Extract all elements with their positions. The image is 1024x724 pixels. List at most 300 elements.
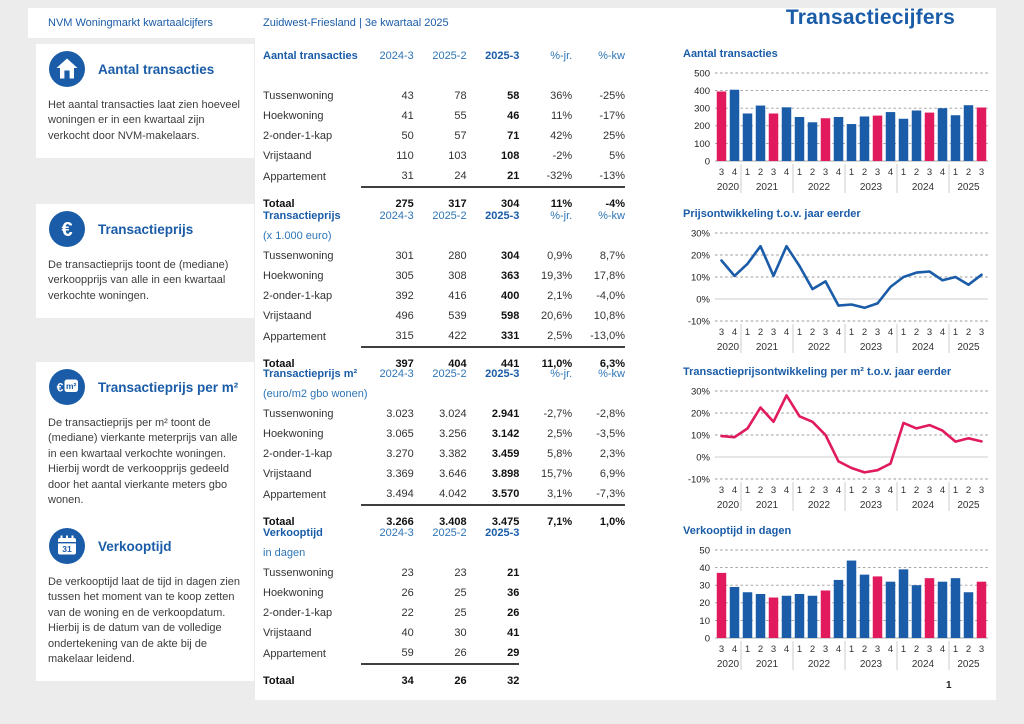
svg-text:2025: 2025: [957, 342, 980, 353]
cell-value: 3.646: [439, 468, 467, 480]
section-title: Transactieprijs: [98, 221, 194, 237]
section-text-card: [36, 362, 254, 522]
cell-value: 317: [414, 187, 467, 214]
svg-text:4: 4: [783, 644, 790, 655]
bar: [730, 587, 740, 638]
svg-text:1: 1: [952, 327, 959, 338]
cell-value: -7,3%: [596, 488, 625, 500]
section-chart: [683, 206, 995, 363]
svg-text:2: 2: [809, 167, 816, 178]
svg-text:1: 1: [900, 485, 907, 496]
cell-value: 23: [454, 567, 467, 579]
svg-text:50: 50: [699, 545, 710, 557]
table-header-row: [263, 206, 625, 226]
section-description: De verkooptijd laat de tijd in dagen zien tussen het moment van te koop zetten van de woning en de verkoopdatum. Hierbij is de datum van de volledige ondertekening van de akte bij de makelaar leidend.: [48, 576, 241, 665]
report-name: NVM Woningmarkt kwartaalcijfers: [48, 17, 213, 29]
euro-icon: [48, 210, 86, 248]
bar: [977, 582, 987, 638]
cell-value: 280: [448, 250, 467, 262]
svg-text:3: 3: [770, 327, 777, 338]
cell-value: 40: [401, 627, 414, 639]
bar: [886, 112, 896, 161]
cell-value: -13%: [599, 170, 625, 182]
cell-value: 21: [507, 170, 520, 182]
data-table: [263, 364, 625, 532]
table-row: [263, 146, 625, 166]
chart-canvas: [683, 225, 995, 363]
cell-value: 34: [361, 664, 414, 691]
bar: [821, 118, 831, 161]
cell-value: 0,9%: [547, 250, 573, 262]
bar: [834, 580, 844, 638]
cell-value: 25: [454, 607, 467, 619]
bar: [808, 122, 818, 161]
section-text-card: [36, 521, 254, 681]
svg-text:2021: 2021: [755, 182, 779, 193]
bar: [912, 585, 922, 638]
svg-text:1: 1: [796, 644, 803, 655]
svg-text:4: 4: [939, 485, 946, 496]
svg-text:1: 1: [796, 327, 803, 338]
svg-text:3: 3: [874, 485, 881, 496]
column-header: 2025-2: [432, 368, 467, 380]
svg-text:2: 2: [965, 327, 972, 338]
svg-text:4: 4: [731, 485, 738, 496]
table-subtitle: (euro/m2 gbo wonen): [263, 388, 368, 400]
svg-text:2: 2: [965, 485, 972, 496]
svg-text:4: 4: [731, 167, 738, 178]
cell-value: 2,5%: [547, 330, 573, 342]
bar-chart: [683, 542, 995, 680]
svg-text:3: 3: [770, 644, 777, 655]
svg-text:2020: 2020: [716, 659, 740, 670]
cell-value: 59: [401, 647, 414, 659]
section-description: Het aantal transacties laat zien hoeveel woningen er in een kwartaal zijn verkocht door NVM-makelaars.: [48, 99, 241, 142]
cell-value: 10,8%: [593, 310, 625, 322]
house-icon: [48, 50, 86, 88]
column-header: 2024-3: [379, 210, 414, 222]
section-text-card: [36, 44, 254, 158]
cell-value: 50: [401, 130, 414, 142]
cell-value: 539: [448, 310, 467, 322]
bar: [860, 575, 870, 638]
row-label: Totaal: [263, 516, 295, 528]
svg-text:2: 2: [757, 644, 764, 655]
cell-value: 71: [507, 130, 520, 142]
svg-text:-10%: -10%: [687, 474, 710, 486]
cell-value: 3.024: [439, 408, 467, 420]
cell-value: 41: [507, 627, 520, 639]
svg-text:4: 4: [887, 327, 894, 338]
cell-value: 78: [454, 90, 467, 102]
cell-value: 305: [395, 270, 414, 282]
cell-value: 26: [507, 607, 520, 619]
svg-text:3: 3: [718, 167, 725, 178]
section-verkooptijd: [0, 521, 1024, 687]
row-label: 2-onder-1-kap: [263, 290, 333, 302]
svg-text:3: 3: [926, 167, 933, 178]
cell-value: 397: [361, 347, 414, 374]
svg-text:2: 2: [757, 327, 764, 338]
cell-value: 3.256: [439, 428, 467, 440]
svg-text:3: 3: [874, 644, 881, 655]
svg-text:4: 4: [783, 327, 790, 338]
svg-text:4: 4: [887, 485, 894, 496]
cell-value: 422: [448, 330, 467, 342]
section-title: Transactieprijs per m²: [98, 379, 239, 395]
section-icon-row: [48, 527, 248, 565]
svg-text:3: 3: [718, 485, 725, 496]
cell-value: 103: [448, 150, 467, 162]
svg-text:3: 3: [978, 644, 985, 655]
cell-value: 441: [467, 347, 520, 374]
cell-value: 19,3%: [540, 270, 573, 282]
row-label: Appartement: [263, 170, 326, 183]
chart-title: Transactieprijsontwikkeling per m² t.o.v. jaar eerder: [683, 366, 952, 378]
chart-canvas: [683, 383, 995, 521]
table-row: [263, 464, 625, 484]
svg-text:4: 4: [731, 644, 738, 655]
cell-value: 400: [501, 290, 520, 302]
cell-value: 8,7%: [599, 250, 625, 262]
svg-text:10%: 10%: [690, 272, 710, 284]
cell-value: -3,5%: [596, 428, 625, 440]
cell-value: -2,8%: [596, 408, 625, 420]
table-row: [263, 126, 625, 146]
bar: [873, 576, 883, 638]
line-chart: [683, 225, 995, 363]
svg-text:4: 4: [731, 327, 738, 338]
svg-text:2: 2: [757, 167, 764, 178]
svg-text:3: 3: [822, 644, 829, 655]
bar: [899, 569, 909, 638]
svg-text:4: 4: [783, 167, 790, 178]
svg-text:2022: 2022: [807, 182, 831, 193]
svg-text:30%: 30%: [690, 228, 710, 240]
bar: [769, 113, 779, 161]
cell-value: 2,1%: [547, 290, 573, 302]
row-label: Totaal: [263, 675, 295, 687]
svg-text:2: 2: [861, 485, 868, 496]
cell-value: 15,7%: [540, 468, 573, 480]
svg-text:100: 100: [694, 138, 710, 150]
column-header: %-jr.: [550, 50, 573, 62]
cell-value: 36%: [550, 90, 573, 102]
section-icon-row: [48, 368, 248, 406]
svg-text:3: 3: [770, 167, 777, 178]
cell-value: 22: [401, 607, 414, 619]
table-title: Transactieprijs m²: [263, 368, 358, 380]
column-header: 2025-2: [432, 527, 467, 539]
svg-text:3: 3: [874, 327, 881, 338]
column-header: %-kw: [598, 50, 625, 62]
svg-text:20: 20: [699, 598, 710, 610]
table-row: [263, 623, 519, 643]
table-subtitle-row: [263, 226, 625, 246]
cell-value: -2,7%: [543, 408, 573, 420]
svg-text:4: 4: [887, 644, 894, 655]
svg-text:1: 1: [900, 167, 907, 178]
bar: [912, 110, 922, 161]
row-label: Hoekwoning: [263, 428, 324, 440]
cell-value: -13,0%: [590, 330, 625, 342]
table-row: [263, 563, 519, 583]
svg-text:4: 4: [835, 644, 842, 655]
svg-text:2020: 2020: [716, 500, 740, 511]
bar: [951, 115, 961, 161]
section-icon-row: [48, 210, 248, 248]
svg-text:3: 3: [978, 167, 985, 178]
cell-value: 3.408: [414, 505, 467, 532]
page-number: 1: [946, 680, 952, 691]
cell-value: -32%: [546, 170, 573, 182]
svg-text:2: 2: [965, 167, 972, 178]
svg-text:3: 3: [978, 485, 985, 496]
cell-value: 315: [395, 330, 414, 342]
svg-text:4: 4: [835, 485, 842, 496]
table-subtitle: in dagen: [263, 547, 306, 559]
table-row: [263, 484, 625, 505]
cell-value: 11%: [550, 110, 573, 122]
bar: [951, 578, 961, 638]
svg-text:200: 200: [694, 121, 710, 133]
svg-text:-10%: -10%: [687, 316, 710, 328]
cell-value: 32: [467, 664, 520, 691]
row-label: Appartement: [263, 330, 326, 343]
section-aantal-transacties: [0, 44, 1024, 210]
chart-title: Prijsontwikkeling t.o.v. jaar eerder: [683, 208, 861, 220]
table-header-row: [263, 523, 519, 543]
cell-value: 23: [401, 567, 414, 579]
svg-text:1: 1: [796, 167, 803, 178]
row-label: Totaal: [263, 358, 295, 370]
row-label: Tussenwoning: [263, 90, 334, 102]
row-label: 2-onder-1-kap: [263, 130, 333, 142]
table-row: [263, 86, 625, 106]
bar: [743, 113, 753, 161]
svg-text:2023: 2023: [859, 342, 883, 353]
cell-value: 5,8%: [547, 448, 573, 460]
table-row: [263, 306, 625, 326]
svg-text:1: 1: [952, 644, 959, 655]
cell-value: 3.494: [386, 488, 414, 500]
bar: [899, 119, 909, 161]
row-label: Vrijstaand: [263, 150, 312, 162]
svg-text:1: 1: [952, 485, 959, 496]
cell-value: 598: [501, 310, 520, 322]
row-label: Vrijstaand: [263, 627, 312, 639]
bar: [834, 117, 844, 161]
table-row: [263, 424, 625, 444]
table-spacer-row: [263, 66, 625, 86]
cell-value: 24: [454, 170, 467, 182]
cell-value: 304: [501, 250, 520, 262]
svg-text:€: €: [56, 380, 64, 395]
column-header: %-kw: [598, 210, 625, 222]
bar: [769, 598, 779, 638]
bar: [808, 596, 818, 638]
cell-value: 392: [395, 290, 414, 302]
chart-title: Verkooptijd in dagen: [683, 525, 792, 537]
svg-text:2022: 2022: [807, 342, 831, 353]
svg-text:1: 1: [952, 167, 959, 178]
svg-text:0%: 0%: [696, 294, 710, 306]
cell-value: 308: [448, 270, 467, 282]
column-header: 2024-3: [379, 50, 414, 62]
svg-text:1: 1: [744, 644, 751, 655]
cell-value: 25%: [602, 130, 625, 142]
cell-value: 31: [401, 170, 414, 182]
svg-text:2024: 2024: [911, 342, 935, 353]
cell-value: 331: [501, 330, 520, 342]
svg-text:3: 3: [718, 644, 725, 655]
section-description: De transactieprijs toont de (mediane) verkoopprijs van alle in een kwartaal verkochte woningen.: [48, 259, 229, 302]
row-label: Appartement: [263, 647, 326, 660]
row-label: Tussenwoning: [263, 408, 334, 420]
svg-text:300: 300: [694, 103, 710, 115]
svg-text:2: 2: [809, 327, 816, 338]
bar: [977, 107, 987, 161]
total-row: [263, 664, 519, 691]
svg-text:2022: 2022: [807, 500, 831, 511]
cell-value: 2,3%: [599, 448, 625, 460]
bar: [730, 90, 740, 161]
svg-text:3: 3: [718, 327, 725, 338]
table-row: [263, 583, 519, 603]
table-row: [263, 603, 519, 623]
table-subtitle-row: [263, 543, 519, 563]
table-row: [263, 404, 625, 424]
cell-value: 108: [501, 150, 520, 162]
svg-text:10%: 10%: [690, 430, 710, 442]
cell-value: 3.898: [491, 468, 520, 480]
section-table: [263, 46, 625, 214]
cell-value: 3.266: [361, 505, 414, 532]
svg-text:3: 3: [926, 327, 933, 338]
svg-text:20%: 20%: [690, 250, 710, 262]
svg-text:1: 1: [848, 327, 855, 338]
row-label: Tussenwoning: [263, 250, 334, 262]
svg-text:4: 4: [835, 167, 842, 178]
svg-text:4: 4: [835, 327, 842, 338]
table-title: Transactieprijs: [263, 210, 341, 222]
bar: [925, 113, 935, 161]
row-label: 2-onder-1-kap: [263, 448, 333, 460]
bar: [782, 596, 792, 638]
bar: [925, 578, 935, 638]
cell-value: 20,6%: [540, 310, 573, 322]
svg-text:30: 30: [699, 580, 710, 592]
svg-text:2: 2: [913, 327, 920, 338]
svg-text:2021: 2021: [755, 659, 779, 670]
row-label: Appartement: [263, 488, 326, 501]
section-table: [263, 206, 625, 374]
table-title: Verkooptijd: [263, 527, 323, 539]
svg-text:1: 1: [744, 167, 751, 178]
svg-text:1: 1: [744, 485, 751, 496]
cell-value: 6,3%: [572, 347, 625, 374]
cell-value: 3.369: [386, 468, 414, 480]
table-header-row: [263, 46, 625, 66]
svg-text:0: 0: [704, 156, 710, 168]
svg-text:0%: 0%: [696, 452, 710, 464]
cell-value: 3.570: [491, 488, 520, 500]
cell-value: 7,1%: [519, 505, 572, 532]
column-header: 2025-2: [432, 210, 467, 222]
svg-text:2021: 2021: [755, 500, 779, 511]
column-header: 2025-3: [485, 50, 520, 62]
svg-text:1: 1: [744, 327, 751, 338]
svg-text:2025: 2025: [957, 182, 980, 193]
bar: [873, 116, 883, 161]
cell-value: 43: [401, 90, 414, 102]
data-table: [263, 46, 625, 214]
column-header: 2025-3: [485, 368, 520, 380]
column-header: %-kw: [598, 368, 625, 380]
svg-text:1: 1: [848, 644, 855, 655]
cell-value: -25%: [599, 90, 625, 102]
cell-value: 110: [396, 150, 414, 162]
line-chart: [683, 383, 995, 521]
table-row: [263, 326, 625, 347]
cell-value: 275: [361, 187, 414, 214]
bar: [860, 116, 870, 161]
column-header: 2025-3: [485, 210, 520, 222]
bar: [964, 592, 974, 638]
cell-value: 26: [414, 664, 467, 691]
svg-text:2023: 2023: [859, 500, 883, 511]
table-row: [263, 106, 625, 126]
bar: [795, 117, 805, 161]
cell-value: 17,8%: [593, 270, 625, 282]
cell-value: 29: [507, 647, 520, 659]
svg-text:4: 4: [939, 167, 946, 178]
svg-text:10: 10: [699, 615, 710, 627]
bar: [821, 590, 831, 638]
table-subtitle: (x 1.000 euro): [263, 230, 332, 242]
svg-text:4: 4: [939, 644, 946, 655]
section-chart: [683, 46, 995, 203]
cell-value: 3.459: [491, 448, 520, 460]
svg-text:3: 3: [822, 485, 829, 496]
section-chart: [683, 364, 995, 521]
table-row: [263, 643, 519, 664]
chart-canvas: [683, 65, 995, 203]
svg-text:2: 2: [965, 644, 972, 655]
column-header: %-jr.: [550, 210, 573, 222]
table-row: [263, 266, 625, 286]
section-text-card: [36, 204, 254, 318]
data-line: [722, 395, 982, 472]
cell-value: -17%: [599, 110, 625, 122]
row-label: Tussenwoning: [263, 567, 334, 579]
bar: [756, 106, 766, 161]
cell-value: 2.941: [491, 408, 520, 420]
cell-value: 11,0%: [519, 347, 572, 374]
section-transactieprijs: [0, 204, 1024, 370]
svg-text:40: 40: [699, 563, 710, 574]
cell-value: 3.142: [491, 428, 520, 440]
cell-value: 3.270: [386, 448, 414, 460]
cell-value: 58: [507, 90, 520, 102]
spacer: [263, 66, 625, 86]
bar: [795, 594, 805, 638]
cell-value: 304: [467, 187, 520, 214]
column-header: %-jr.: [550, 368, 573, 380]
svg-text:2: 2: [757, 485, 764, 496]
svg-text:1: 1: [796, 485, 803, 496]
section-table: [263, 523, 519, 691]
